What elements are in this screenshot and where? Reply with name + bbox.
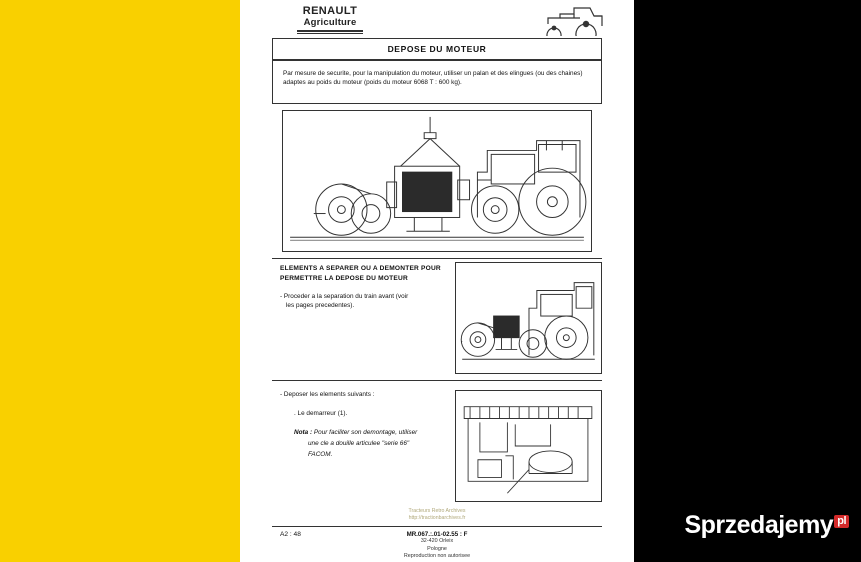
section-title-box: [272, 38, 602, 60]
footer-credit-line1: Tracteurs Retro Archives: [408, 508, 466, 514]
footer-divider: [272, 526, 602, 527]
page-title: DEPOSE DU MOTEUR: [387, 44, 487, 54]
tractor-icon: [540, 2, 610, 36]
watermark: [684, 511, 849, 540]
document-code: MR.067.:.01-02.55 : F: [406, 531, 468, 538]
brand-name: RENAULT: [302, 5, 358, 17]
page-number: A2 : 48: [280, 531, 301, 538]
section3-body: [280, 390, 455, 469]
divider-middle: [272, 380, 602, 381]
figure-front-axle-separation: [455, 262, 602, 374]
divider-top: [272, 258, 602, 259]
section3-item1: . Le demarreur (1).: [294, 410, 348, 417]
section3-nota: [294, 428, 455, 437]
brand-subtitle: Agriculture: [303, 17, 357, 28]
section2-heading: [280, 264, 450, 283]
footer-credit-line2: http://tractionbarchives.fr: [408, 515, 466, 521]
section3-nota-line3: FACOM.: [308, 451, 333, 458]
footer-address-line2: Pologne: [427, 545, 447, 552]
footer-address-line3: Reproduction non autorisee: [403, 553, 471, 560]
document-footer: [272, 508, 602, 561]
figure-engine-removal: [282, 110, 592, 252]
document-header: [240, 0, 634, 40]
brand-block: [270, 6, 390, 34]
right-black-panel: [634, 0, 861, 562]
section3-nota-label: Nota :: [294, 429, 313, 436]
watermark-text: Sprzedajemy: [684, 511, 834, 539]
brand-rule-thick: [297, 30, 363, 32]
section2-heading-line1: ELEMENTS A SEPARER OU A DEMONTER POUR: [280, 265, 441, 272]
watermark-badge: pl: [834, 515, 849, 528]
section3-nota-line2: une cle a douille articulee "serie 66": [308, 440, 410, 447]
section2-bullet1-line1: - Proceder a la separation du train avant (voir: [280, 293, 409, 300]
section2-heading-line2: PERMETTRE LA DEPOSE DU MOTEUR: [280, 274, 408, 282]
section3-nota-line1: Pour faciliter son demontage, utiliser: [313, 429, 418, 436]
figure-starter-location: [455, 390, 602, 502]
intro-text: Par mesure de securite, pour la manipulation du moteur, utiliser un palan et des elingues (ou des chaines) adaptes au poids du moteur (poids du moteur 6068 T : 600 kg).: [283, 70, 583, 86]
brand-rule-thin: [297, 33, 363, 34]
section2-bullet1-line2: les pages precedentes).: [286, 302, 355, 309]
footer-address-line1: 32-420 Orleix: [420, 538, 454, 545]
section3-bullet1: - Deposer les elements suivants :: [280, 391, 375, 398]
document-page: [240, 0, 634, 562]
left-yellow-band: [0, 0, 240, 562]
section2-body: [280, 292, 450, 310]
intro-note-box: [272, 60, 602, 104]
